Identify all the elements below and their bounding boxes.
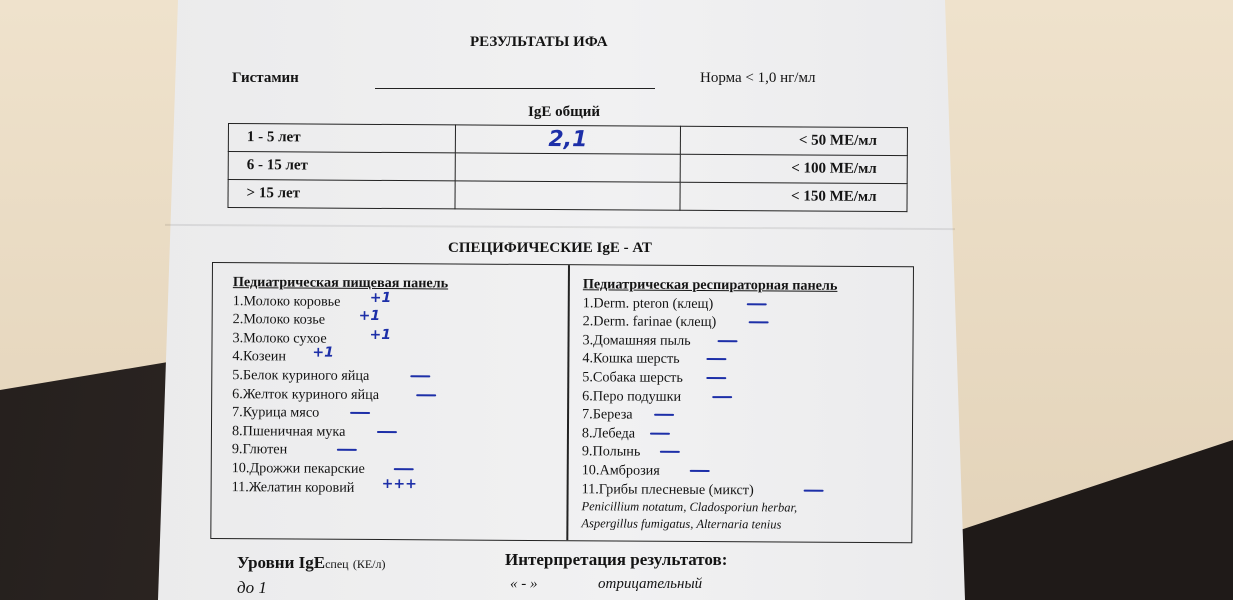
specific-ige-panel <box>210 262 914 543</box>
interpretation-title: Интерпретация результатов: <box>505 550 728 569</box>
food-panel-list <box>231 289 449 498</box>
levels-title <box>237 553 386 573</box>
handwritten-value: 2,1 <box>548 126 588 153</box>
list-item <box>582 405 837 425</box>
panel-divider <box>566 265 569 540</box>
list-item <box>583 312 838 332</box>
allergen-name: 8.Лебеда <box>581 425 636 442</box>
allergen-name: 9.Глютен <box>231 441 288 458</box>
list-item <box>232 344 447 368</box>
allergen-name: 2.Derm. farinae (клещ) <box>582 313 717 331</box>
respiratory-panel-list <box>582 294 838 500</box>
list-item <box>232 289 448 312</box>
list-item <box>582 350 837 370</box>
list-item <box>232 422 447 442</box>
histamine-norm: Норма < 1,0 нг/мл <box>700 70 816 86</box>
interpretation-sign: « - » <box>510 576 538 592</box>
allergen-name: 10.Дрожжи пекарские <box>231 460 365 477</box>
negative-mark <box>660 451 680 453</box>
negative-mark <box>350 412 370 414</box>
allergen-name: 8.Пшеничная мука <box>231 422 346 440</box>
levels-title-text: Уровни IgE <box>237 553 326 572</box>
levels-subscript: спец <box>325 557 349 571</box>
allergen-name: 9.Полынь <box>581 443 641 460</box>
allergen-name: 6.Желток куриного яйца <box>232 385 380 403</box>
negative-mark <box>416 394 436 396</box>
negative-mark <box>654 414 674 416</box>
negative-mark <box>410 375 430 377</box>
age-cell: 6 - 15 лет <box>228 152 456 181</box>
list-item <box>582 480 837 500</box>
negative-mark <box>712 396 732 398</box>
allergen-name: 5.Собака шерсть <box>582 369 683 386</box>
list-item <box>582 387 837 407</box>
value-cell <box>456 125 680 154</box>
respiratory-panel-header: Педиатрическая респираторная панель <box>582 276 838 294</box>
histamine-label: Гистамин <box>232 70 299 86</box>
negative-mark <box>337 449 357 451</box>
respiratory-panel <box>581 275 837 534</box>
norm-cell: < 100 МЕ/мл <box>680 154 908 183</box>
negative-mark <box>706 377 726 379</box>
allergen-name: 7.Курица мясо <box>232 404 320 421</box>
document-title: РЕЗУЛЬТАТЫ ИФА <box>470 34 608 50</box>
allergen-name: 4.Кошка шерсть <box>582 350 680 368</box>
negative-mark <box>804 489 824 491</box>
table-row <box>228 152 907 184</box>
negative-mark <box>690 470 710 472</box>
value-cell <box>455 181 679 210</box>
positive-mark: +1 <box>312 344 334 362</box>
list-item <box>232 403 447 423</box>
allergen-name: 11.Грибы плесневые (микст) <box>581 480 754 498</box>
list-item <box>582 424 837 444</box>
list-item <box>232 440 447 460</box>
list-item <box>583 294 838 314</box>
positive-mark: +1 <box>358 308 381 325</box>
negative-mark <box>706 358 726 360</box>
allergen-name: 3.Домашняя пыль <box>582 332 691 349</box>
allergen-name: 6.Перо подушки <box>582 387 682 405</box>
mold-species-note: Aspergillus fumigatus, Alternaria tenius <box>581 516 782 532</box>
levels-unit: (КЕ/л) <box>352 557 386 571</box>
positive-mark: +1 <box>369 289 392 306</box>
allergen-name: 10.Амброзия <box>581 462 660 479</box>
allergen-name: 2.Молоко козье <box>232 311 326 328</box>
negative-mark <box>718 340 738 342</box>
level-value: до 1 <box>237 578 267 597</box>
norm-cell: < 150 МЕ/мл <box>680 182 908 211</box>
table-row <box>228 124 907 156</box>
list-item <box>231 475 447 498</box>
list-item <box>582 331 837 351</box>
norm-cell: < 50 МЕ/мл <box>680 126 908 155</box>
specific-ige-title: СПЕЦИФИЧЕСКИЕ IgE - АТ <box>448 240 652 256</box>
table-row <box>228 180 907 212</box>
allergen-name: 7.Береза <box>582 406 633 423</box>
negative-mark <box>394 468 414 470</box>
histamine-value-line <box>375 88 655 89</box>
allergen-name: 3.Молоко сухое <box>232 329 327 347</box>
list-item <box>582 461 837 481</box>
list-item <box>233 310 448 330</box>
list-item <box>582 443 837 463</box>
negative-mark <box>650 432 670 434</box>
interpretation-text: отрицательный <box>598 576 703 592</box>
negative-mark <box>377 431 397 433</box>
age-cell: 1 - 5 лет <box>228 124 456 153</box>
list-item <box>232 385 447 405</box>
allergen-name: 4.Козеин <box>232 348 287 365</box>
list-item <box>232 366 447 386</box>
negative-mark <box>747 303 767 305</box>
positive-mark: +1 <box>369 326 392 343</box>
value-cell <box>456 153 680 182</box>
food-panel-header: Педиатрическая пищевая панель <box>232 274 449 292</box>
ige-total-table <box>227 123 908 212</box>
age-cell: > 15 лет <box>228 180 456 209</box>
mold-species-note: Penicillium notatum, Cladosporiun herbar, <box>581 499 798 515</box>
allergen-name: 1.Молоко коровье <box>232 292 341 310</box>
allergen-name: 5.Белок куриного яйца <box>232 367 370 384</box>
allergen-name: 11.Желатин коровий <box>231 478 355 496</box>
allergen-name: 1.Derm. pteron (клещ) <box>582 294 714 312</box>
list-item <box>582 368 837 388</box>
list-item <box>232 326 447 349</box>
food-panel <box>232 273 449 497</box>
ige-total-title: IgE общий <box>528 104 601 120</box>
positive-mark: +++ <box>381 475 417 492</box>
negative-mark <box>749 321 769 323</box>
